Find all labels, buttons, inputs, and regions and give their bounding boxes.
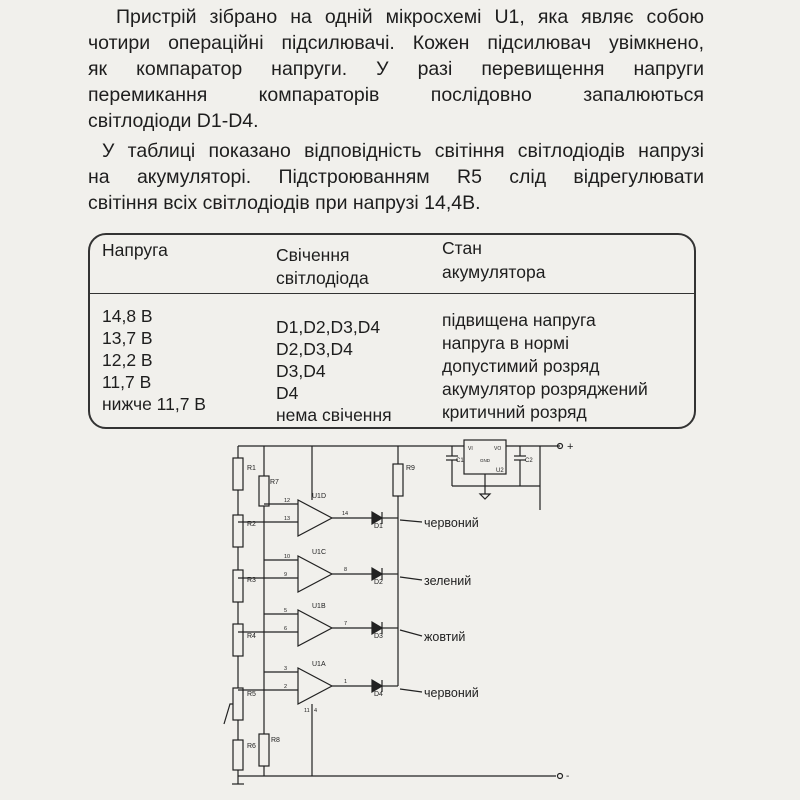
regulator-ground xyxy=(480,494,490,499)
label-u1a: U1A xyxy=(312,661,326,668)
callout-d1 xyxy=(400,520,422,522)
state-cell: допустимий розряд xyxy=(442,356,600,376)
resistor-r4 xyxy=(233,624,243,656)
pin-label: 7 xyxy=(344,621,348,627)
callout-d4 xyxy=(400,689,422,692)
voltage-cell: 12,2 В xyxy=(102,350,153,370)
callout-d3 xyxy=(400,630,422,636)
pin-label: 1 xyxy=(344,679,348,685)
label-r9: R9 xyxy=(406,465,415,472)
header-voltage: Напруга xyxy=(102,240,168,260)
voltage-cell: нижче 11,7 В xyxy=(102,394,206,414)
regulator-pin-label: GND xyxy=(480,458,490,463)
table-header-divider xyxy=(90,293,694,294)
led-voltage-table xyxy=(88,233,696,429)
pin-label: 12 xyxy=(284,498,291,504)
pin-label: 9 xyxy=(284,572,288,578)
opamp-stage-u1c xyxy=(238,556,372,592)
label-u2: U2 xyxy=(496,468,504,474)
pin-label: 11 xyxy=(304,708,310,714)
label-r1: R1 xyxy=(247,465,256,472)
pin-label: 4 xyxy=(314,708,318,714)
trimmer-arrow xyxy=(224,704,233,724)
paragraph-line: У таблиці показано відповідність світіння світлодіодів напрузі xyxy=(102,140,704,162)
state-cell: підвищена напруга xyxy=(442,310,596,330)
label-d2: D2 xyxy=(374,579,383,586)
opamp-u1a xyxy=(298,668,332,704)
glow-cell: нема свічення xyxy=(276,405,392,425)
resistor-r5 xyxy=(233,688,243,720)
label-r8: R8 xyxy=(271,737,280,744)
label-r2: R2 xyxy=(247,521,256,528)
header-state-line1: Стан xyxy=(442,238,482,258)
glow-cell: D1,D2,D3,D4 xyxy=(276,317,381,337)
header-glow-line1: Свічення xyxy=(276,245,350,265)
opamp-stage-u1b xyxy=(238,610,372,646)
label-c1: C1 xyxy=(456,458,464,464)
label-c2: C2 xyxy=(525,458,533,464)
pin-label: 5 xyxy=(284,608,288,614)
voltage-cell: 14,8 В xyxy=(102,306,153,326)
paragraph-line: перемикання компараторів послідовно запалюються xyxy=(88,84,704,106)
intro-paragraph xyxy=(88,4,704,134)
state-cell: критичний розряд xyxy=(442,402,587,422)
opamp-u1b xyxy=(298,610,332,646)
glow-cell: D3,D4 xyxy=(276,361,326,381)
paragraph-line: на акумуляторі. Підстроюванням R5 слід відрегулювати xyxy=(88,166,704,188)
resistor-r3 xyxy=(233,570,243,602)
label-u1b: U1B xyxy=(312,603,326,610)
regulator-pin-label: VO xyxy=(494,446,502,452)
resistor-r6 xyxy=(233,740,243,770)
pin-label: 10 xyxy=(284,554,291,560)
label-r5: R5 xyxy=(247,691,256,698)
glow-cell: D2,D3,D4 xyxy=(276,339,353,359)
resistor-r9 xyxy=(393,464,403,496)
pin-label: 8 xyxy=(344,567,348,573)
opamp-u1d xyxy=(298,500,332,536)
opamp-stage-u1d xyxy=(238,500,372,536)
state-cell: напруга в нормі xyxy=(442,333,569,353)
header-state-line2: акумулятора xyxy=(442,262,546,282)
paragraph-line: чотири операційні підсилювачі. Кожен підсилювач увімкнено, xyxy=(88,32,704,54)
paragraph-line: світіння всіх світлодіодів при напрузі 14,4В. xyxy=(88,192,481,214)
minus-terminal xyxy=(558,774,563,779)
voltage-cell: 13,7 В xyxy=(102,328,153,348)
pin-label: 14 xyxy=(342,511,349,517)
label-r6: R6 xyxy=(247,743,256,750)
label-r3: R3 xyxy=(247,577,256,584)
header-glow-line2: світлодіода xyxy=(276,268,369,288)
label-d3: D3 xyxy=(374,633,383,640)
label-r7: R7 xyxy=(270,479,279,486)
color-label-d4: червоний xyxy=(424,686,479,700)
resistor-r8 xyxy=(259,734,269,766)
circuit-schematic xyxy=(220,438,580,799)
minus-terminal-label: - xyxy=(566,771,570,782)
resistor-r7 xyxy=(259,476,269,506)
opamp-stage-u1a xyxy=(238,668,372,704)
table-description-paragraph xyxy=(88,138,704,216)
plus-terminal-label: + xyxy=(567,441,574,453)
color-label-d3: жовтий xyxy=(424,630,466,644)
opamp-u1c xyxy=(298,556,332,592)
pin-label: 3 xyxy=(284,666,288,672)
label-u1d: U1D xyxy=(312,493,327,500)
label-u1c: U1C xyxy=(312,549,327,556)
callout-d2 xyxy=(400,577,422,580)
label-d1: D1 xyxy=(374,523,383,530)
regulator-pin-label: VI xyxy=(468,446,473,452)
pin-label: 6 xyxy=(284,626,288,632)
pin-label: 2 xyxy=(284,684,288,690)
resistor-r2 xyxy=(233,515,243,547)
color-label-d2: зелений xyxy=(424,574,472,588)
color-label-d1: червоний xyxy=(424,516,479,530)
paragraph-line: Пристрій зібрано на одній мікросхемі U1, яка являє собою xyxy=(116,6,704,28)
label-r4: R4 xyxy=(247,633,256,640)
resistor-r1 xyxy=(233,458,243,490)
label-d4: D4 xyxy=(374,691,383,698)
state-cell: акумулятор розряджений xyxy=(442,379,648,399)
paragraph-line: світлодіоди D1-D4. xyxy=(88,110,259,132)
pin-label: 13 xyxy=(284,516,291,522)
paragraph-line: як компаратор напруги. У разі перевищення напруги xyxy=(88,58,704,80)
voltage-cell: 11,7 В xyxy=(102,372,152,392)
glow-cell: D4 xyxy=(276,383,299,403)
